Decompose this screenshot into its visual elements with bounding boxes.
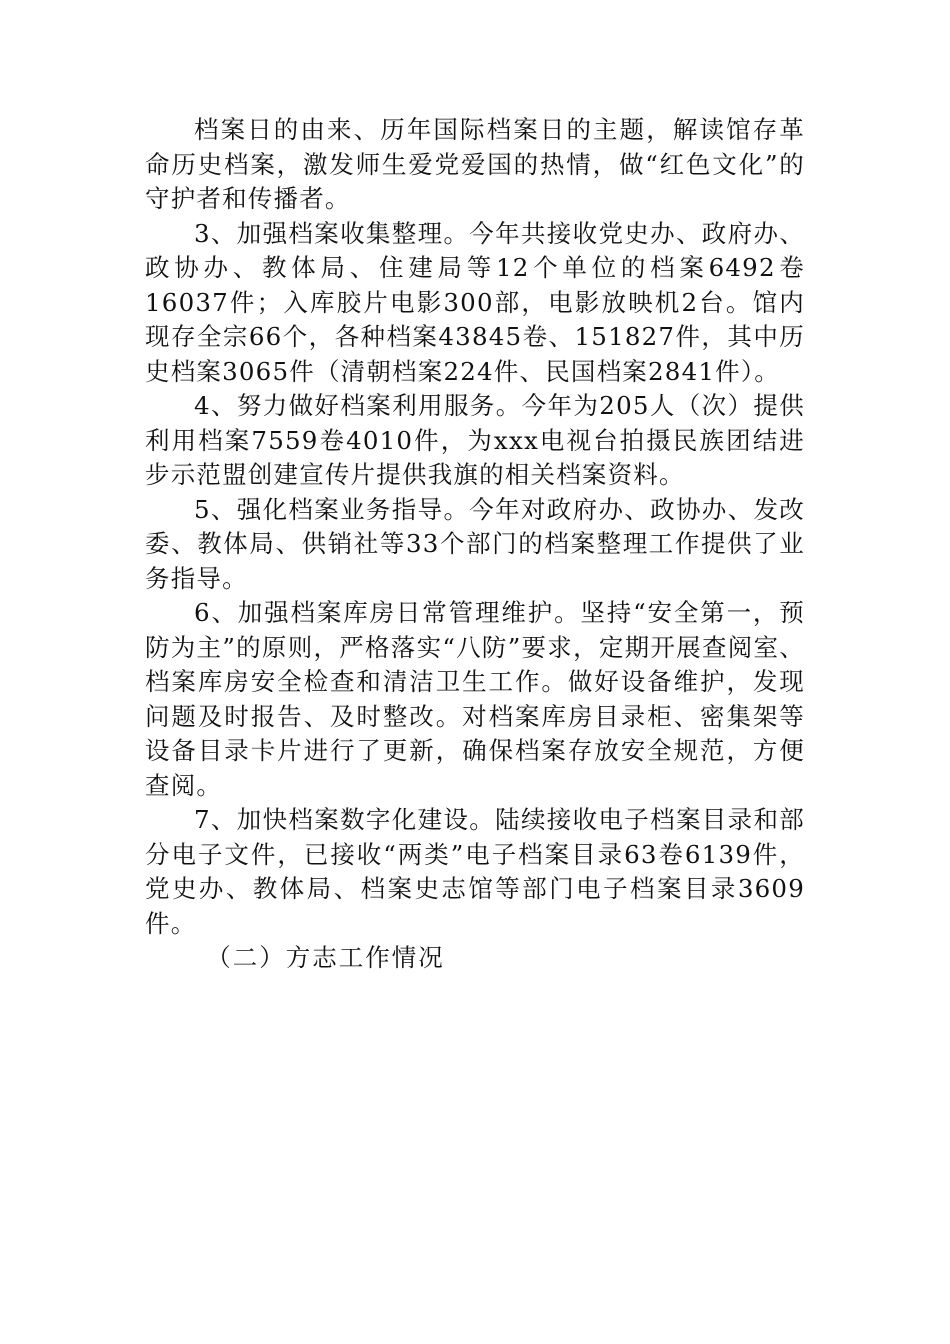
paragraph-storage-management: 6、加强档案库房日常管理维护。坚持“安全第一，预防为主”的原则，严格落实“八防”要求，定期开展查阅室、档案库房安全检查和清洁卫生工作。做好设备维护，发现问题及时报告、及时整改。对档案库房目录柜、密集架等设备目录卡片进行了更新，确保档案存放安全规范，方便查阅。 [145,598,805,800]
paragraph-utilization: 4、努力做好档案利用服务。今年为205人（次）提供利用档案7559卷4010件，为xxx电视台拍摄民族团结进步示范盟创建宣传片提供我旗的相关档案资料。 [145,391,805,489]
paragraph-collection: 3、加强档案收集整理。今年共接收党史办、政府办、政协办、教体局、住建局等12个单位的档案6492卷16037件；入库胶片电影300部，电影放映机2台。馆内现存全宗66个，各种档案43845卷、151827件，其中历史档案3065件（清朝档案224件、民国档案2841件）。 [145,218,805,386]
section-subheading: （二）方志工作情况 [206,943,445,972]
document-body [145,113,805,976]
paragraph-archive-day-continuation: 档案日的由来、历年国际档案日的主题，解读馆存革命历史档案，激发师生爱党爱国的热情，做“红色文化”的守护者和传播者。 [145,115,805,213]
paragraph-digitization: 7、加快档案数字化建设。陆续接收电子档案目录和部分电子文件，已接收“两类”电子档案目录63卷6139件，党史办、教体局、档案史志馆等部门电子档案目录3609件。 [145,805,805,938]
paragraph-guidance: 5、强化档案业务指导。今年对政府办、政协办、发改委、教体局、供销社等33个部门的档案整理工作提供了业务指导。 [145,494,805,593]
